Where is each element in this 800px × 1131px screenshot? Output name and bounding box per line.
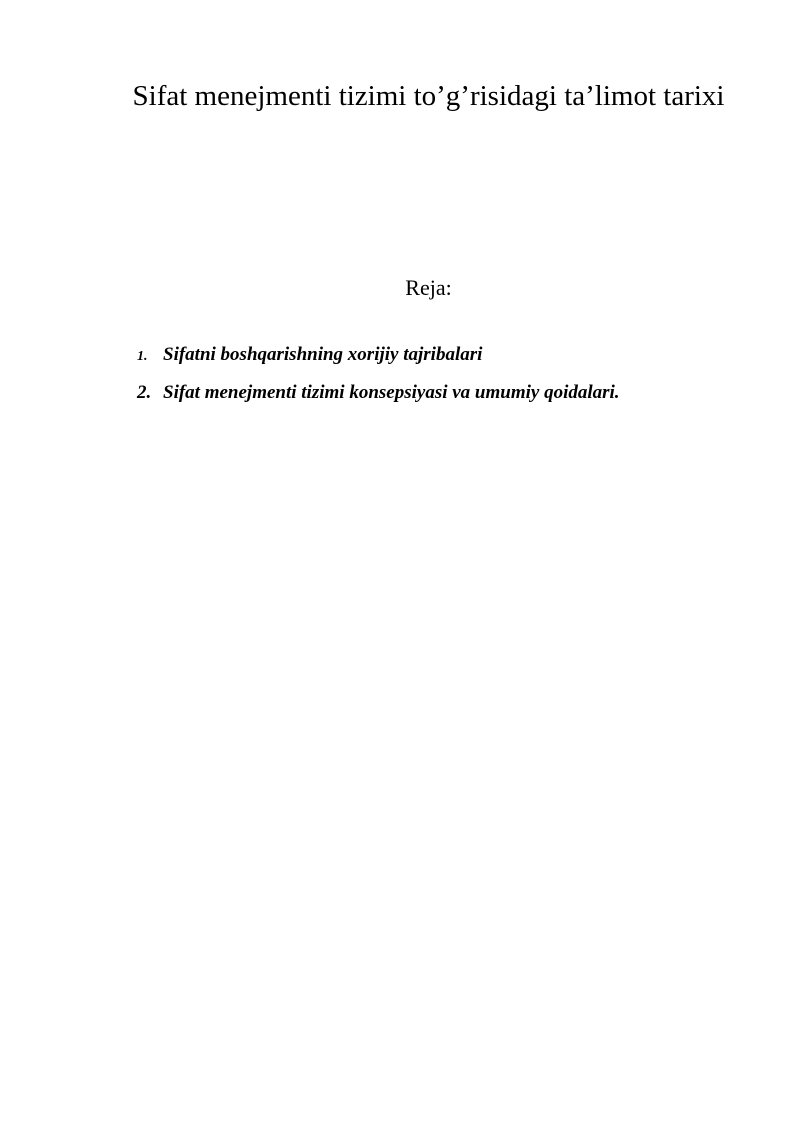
plan-item-text: Sifat menejmenti tizimi konsepsiyasi va umumiy qoidalari.	[163, 382, 620, 403]
plan-item	[137, 382, 620, 420]
plan-list	[137, 344, 620, 420]
plan-heading: Reja:	[405, 275, 452, 300]
document-title: Sifat menejmenti tizimi to’g’risidagi ta’limot tarixi	[132, 80, 725, 112]
plan-item-text: Sifatni boshqarishning xorijiy tajribalari	[163, 344, 483, 365]
plan-item-number: 2.	[137, 382, 152, 403]
plan-item-number: 1.	[137, 349, 148, 364]
plan-item	[137, 344, 620, 382]
